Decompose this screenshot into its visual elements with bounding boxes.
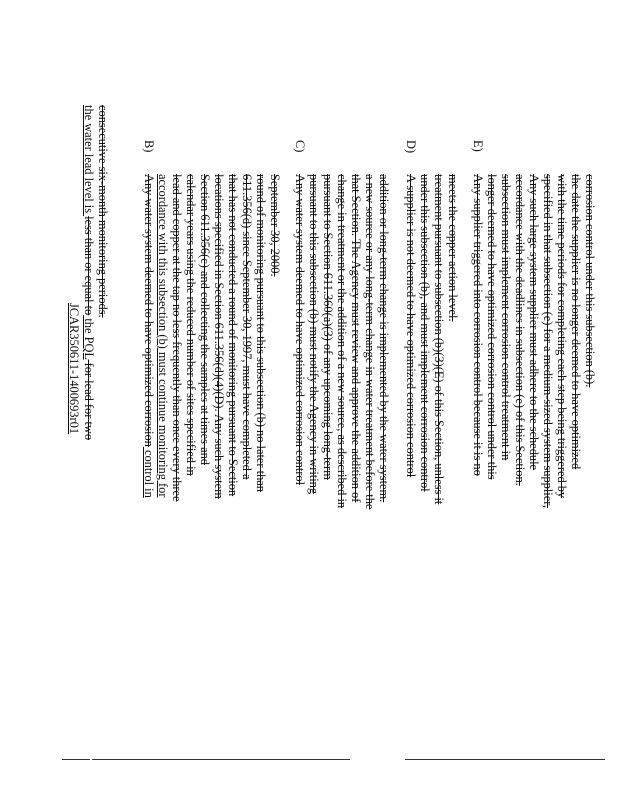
section-line [418, 174, 432, 492]
text-run: subsection must implement corrosion control treatment in [499, 174, 513, 461]
text-run: treatment pursuant to subsection (b)(3)(E) of this Section, unless it [432, 174, 446, 505]
section-marker: C) [293, 140, 307, 153]
text-run: the water lead level is [82, 105, 96, 217]
section-line [212, 174, 226, 499]
intro-line [82, 105, 96, 440]
text-run: meets the copper action level. [446, 174, 460, 322]
section-line [377, 174, 391, 502]
text-run: that has not conducted a round of monitoring pursuant to Section [226, 174, 240, 497]
text-run: less than or equal to [82, 216, 96, 316]
section-line [541, 174, 555, 508]
text-run: with the time periods for completing each step being triggered by [555, 174, 569, 499]
section-line [569, 174, 583, 469]
text-run: control in [142, 446, 156, 498]
section-line [198, 174, 212, 465]
section-line [513, 174, 527, 486]
section-line [432, 174, 446, 504]
text-run: Any water system deemed to have optimized corrosion control [293, 174, 307, 486]
text-run: the PQL [82, 315, 96, 360]
footer-rule-right [405, 759, 605, 760]
section-line [240, 174, 254, 479]
text-run: locations specified in Section 611.356(d)(4)(D). Any such system [212, 174, 226, 499]
section-marker: E) [471, 140, 485, 152]
section-line [555, 174, 569, 498]
section-marker: B) [142, 140, 156, 153]
text-run: September 30, 2000. [268, 174, 282, 277]
text-run: that Section. The Agency must review and approve the addition of [349, 174, 363, 503]
text-run: Any such large system supplier must adhere to the schedule [527, 174, 541, 471]
text-run: round of monitoring pursuant to this subsection (b) no later than [254, 174, 268, 492]
text-run: calendar years using the reduced number of sites specified in [184, 174, 198, 476]
section-line [226, 174, 240, 496]
section-line [184, 174, 198, 476]
section-line [471, 174, 485, 476]
text-run: A supplier is not deemed to have optimized corrosion control [404, 174, 418, 478]
text-run: Any supplier triggered into corrosion control because it is no [471, 174, 485, 476]
text-run: corrosion control under this subsection (b). [583, 174, 597, 388]
text-run: for lead for two [82, 359, 96, 441]
section-line [156, 174, 170, 497]
text-run: under this subsection (b), and must implement corrosion control [418, 174, 432, 492]
section-marker: D) [404, 140, 418, 154]
text-run: pursuant to this subsection (b) must notify the Agency in writing [307, 174, 321, 495]
section-line [307, 174, 321, 494]
section-line [293, 174, 307, 485]
text-run: Any water system deemed to have optimized corrosion [142, 174, 156, 447]
section-line [268, 174, 282, 277]
section-line [485, 174, 499, 480]
text-run: accordance with this subsection (b) must continue monitoring for [156, 174, 170, 498]
text-run: consecutive six-month monitoring periods. [96, 105, 110, 318]
section-line [446, 174, 460, 322]
document-header: JCAR350611-1400693r01 [67, 303, 81, 435]
footer-rule-center [92, 759, 350, 760]
text-run: pursuant to Section 611.360(a)(3) of any upcoming long-term [321, 174, 335, 480]
text-run: specified in that subsection (e) for a medium-sized system supplier, [541, 174, 555, 508]
section-line [349, 174, 363, 502]
section-line [142, 174, 156, 498]
text-run: addition or long-term change is implemented by the water system. [377, 174, 391, 503]
section-line [321, 174, 335, 480]
section-line [363, 174, 377, 509]
rotated-page [36, 10, 596, 790]
section-line [499, 174, 513, 460]
text-run: longer deemed to have optimized corrosion control under this [485, 174, 499, 480]
section-line [335, 174, 349, 508]
section-line [254, 174, 268, 492]
intro-line [96, 105, 110, 318]
text-run: a new source or any long-term change in water treatment before the [363, 174, 377, 510]
text-run: accordance with the deadlines in subsection (e) of this Section. [513, 174, 527, 486]
section-line [527, 174, 541, 470]
section-line [404, 174, 418, 477]
text-run: change in treatment or the addition of a new source, as described in [335, 174, 349, 509]
text-run: Section 611.356(c) and collecting the samples at times and [198, 174, 212, 465]
footer-rule-left [62, 759, 90, 760]
section-line [170, 174, 184, 502]
text-run: lead and copper at the tap no less frequently than once every three [170, 174, 184, 502]
text-run: the date the supplier is no longer deemed to have optimized [569, 174, 583, 470]
text-run: 611.356(d) since September 30, 1997, must have completed a [240, 174, 254, 480]
section-line [583, 174, 597, 387]
